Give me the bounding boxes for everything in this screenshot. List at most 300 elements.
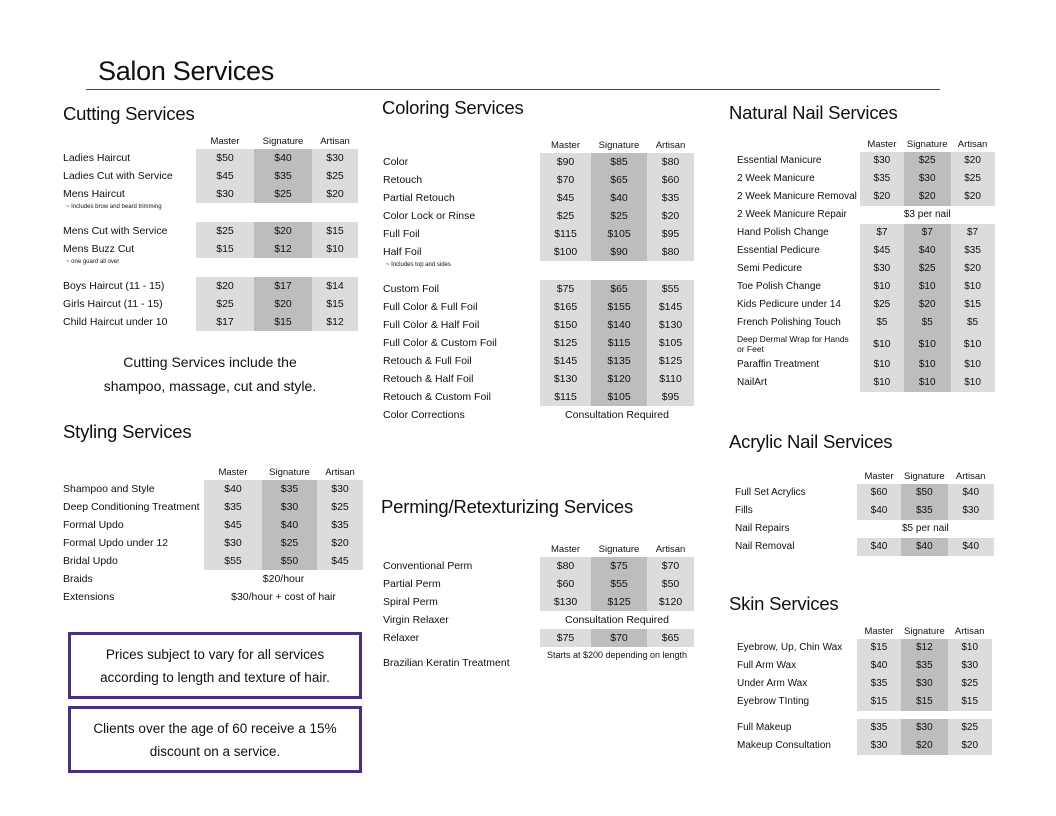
price-signature: $55 xyxy=(591,575,647,593)
service-name: Ladies Haircut xyxy=(63,152,131,164)
price-artisan: $25 xyxy=(948,719,992,737)
price-variance-line-2: according to length and texture of hair. xyxy=(100,670,330,685)
price-master: $125 xyxy=(540,334,591,352)
cutting-column-headers xyxy=(60,135,358,149)
price-signature: $115 xyxy=(591,334,647,352)
row-spacer xyxy=(734,711,992,719)
service-row xyxy=(734,152,995,170)
service-row xyxy=(732,520,994,538)
service-row xyxy=(732,484,994,502)
service-row xyxy=(380,298,694,316)
price-master: $10 xyxy=(860,278,904,296)
price-master: $30 xyxy=(860,152,904,170)
service-row xyxy=(734,170,995,188)
service-name: Deep Conditioning Treatment xyxy=(63,501,200,513)
price-master: $20 xyxy=(196,277,254,295)
service-row xyxy=(734,188,995,206)
service-row xyxy=(60,295,358,313)
price-signature: $10 xyxy=(904,332,951,356)
service-row xyxy=(60,277,358,295)
price-artisan: $20 xyxy=(312,185,358,203)
price-signature: $40 xyxy=(904,242,951,260)
service-name: Retouch & Full Foil xyxy=(383,355,472,367)
column-header-signature: Signature xyxy=(598,544,640,555)
column-header-signature: Signature xyxy=(904,471,945,482)
column-header-signature: Signature xyxy=(904,626,945,637)
service-row xyxy=(734,314,995,332)
price-artisan: $35 xyxy=(647,189,694,207)
service-name: Fills xyxy=(735,505,753,516)
senior-discount-notice xyxy=(68,706,362,773)
price-master: $45 xyxy=(860,242,904,260)
price-signature: $40 xyxy=(901,538,948,556)
service-name: Full Arm Wax xyxy=(737,660,797,671)
service-row xyxy=(380,280,694,298)
price-master: $45 xyxy=(196,167,254,185)
price-artisan: $70 xyxy=(647,557,694,575)
price-signature: $20 xyxy=(254,295,312,313)
service-row xyxy=(380,557,694,575)
price-master: $165 xyxy=(540,298,591,316)
service-name: Virgin Relaxer xyxy=(383,614,449,626)
column-header-signature: Signature xyxy=(269,467,310,478)
price-master: $45 xyxy=(204,516,262,534)
price-signature: $30 xyxy=(901,719,948,737)
service-row xyxy=(380,647,694,679)
price-note: $3 per nail xyxy=(903,209,951,220)
cutting-services-table xyxy=(60,135,358,331)
service-row xyxy=(380,334,694,352)
price-note: Consultation Required xyxy=(565,614,669,626)
acrylic-column-headers xyxy=(732,470,994,484)
price-artisan: $20 xyxy=(951,188,995,206)
price-artisan: $12 xyxy=(312,313,358,331)
price-master: $35 xyxy=(860,170,904,188)
service-row xyxy=(380,406,694,424)
service-name: Makeup Consultation xyxy=(737,740,831,751)
price-signature: $25 xyxy=(591,207,647,225)
skin-services-table xyxy=(734,625,992,755)
price-master: $25 xyxy=(860,296,904,314)
price-master: $35 xyxy=(204,498,262,516)
price-master: $60 xyxy=(857,484,901,502)
service-name: Color xyxy=(383,156,409,168)
service-name: Under Arm Wax xyxy=(737,678,808,689)
senior-discount-line-1: Clients over the age of 60 receive a 15% xyxy=(93,721,337,736)
price-master: $17 xyxy=(196,313,254,331)
price-master: $20 xyxy=(860,188,904,206)
service-row xyxy=(734,693,992,711)
price-artisan: $20 xyxy=(951,260,995,278)
skin-column-headers xyxy=(734,625,992,639)
price-artisan: $15 xyxy=(951,296,995,314)
price-artisan: $25 xyxy=(948,675,992,693)
price-artisan: $10 xyxy=(951,278,995,296)
spacer-cell xyxy=(60,214,358,222)
price-artisan: $25 xyxy=(317,498,363,516)
service-name: Retouch xyxy=(383,174,423,186)
service-name: Full Makeup xyxy=(737,722,792,733)
column-header-artisan: Artisan xyxy=(325,467,355,478)
price-master: $25 xyxy=(196,222,254,240)
price-master: $60 xyxy=(540,575,591,593)
service-row xyxy=(60,222,358,240)
service-row xyxy=(734,278,995,296)
service-name: Extensions xyxy=(63,591,115,603)
price-signature: $35 xyxy=(254,167,312,185)
column-header-artisan: Artisan xyxy=(954,626,985,637)
price-note: Starts at $200 depending on length xyxy=(546,650,688,660)
price-signature: $105 xyxy=(591,388,647,406)
service-name: French Polishing Touch xyxy=(737,317,841,328)
cutting-note-line-2: shampoo, massage, cut and style. xyxy=(103,378,317,394)
price-signature: $40 xyxy=(262,516,317,534)
service-row xyxy=(380,575,694,593)
perming-services-table xyxy=(380,543,694,679)
service-name: Color Lock or Rinse xyxy=(383,210,476,222)
column-header-master: Master xyxy=(210,136,240,147)
perming-services-title: Perming/Retexturizing Services xyxy=(381,496,634,517)
styling-services-title: Styling Services xyxy=(63,421,192,442)
price-master: $10 xyxy=(860,356,904,374)
price-artisan: $10 xyxy=(948,639,992,657)
column-header-signature: Signature xyxy=(906,139,948,150)
service-name: Formal Updo xyxy=(63,519,124,531)
price-master: $115 xyxy=(540,225,591,243)
price-signature: $30 xyxy=(262,498,317,516)
price-artisan: $5 xyxy=(951,314,995,332)
service-row xyxy=(380,153,694,171)
service-name: Eyebrow, Up, Chin Wax xyxy=(737,642,843,653)
column-header-artisan: Artisan xyxy=(955,471,986,482)
price-master: $40 xyxy=(857,538,901,556)
price-master: $150 xyxy=(540,316,591,334)
acrylic-nail-services-title: Acrylic Nail Services xyxy=(729,431,893,452)
service-row xyxy=(60,516,363,534)
column-header-master: Master xyxy=(867,139,897,150)
service-name: 2 Week Manicure xyxy=(737,173,815,184)
price-artisan: $25 xyxy=(951,170,995,188)
service-footnote xyxy=(380,261,694,272)
service-row xyxy=(734,639,992,657)
service-row xyxy=(380,207,694,225)
price-signature: $40 xyxy=(591,189,647,207)
price-master: $45 xyxy=(540,189,591,207)
price-master: $30 xyxy=(860,260,904,278)
price-signature: $65 xyxy=(591,171,647,189)
service-row xyxy=(60,588,363,606)
service-name: Color Corrections xyxy=(383,409,465,421)
service-row xyxy=(380,243,694,261)
price-signature: $12 xyxy=(254,240,312,258)
service-name: Mens Haircut xyxy=(63,188,125,200)
cutting-services-title: Cutting Services xyxy=(63,103,195,124)
service-name: Deep Dermal Wrap for Hands or Feet xyxy=(737,334,849,354)
price-master: $75 xyxy=(540,629,591,647)
service-row xyxy=(734,332,995,356)
price-signature: $50 xyxy=(262,552,317,570)
price-artisan: $45 xyxy=(317,552,363,570)
service-row xyxy=(734,242,995,260)
price-master: $25 xyxy=(540,207,591,225)
service-name: Bridal Updo xyxy=(63,555,118,567)
price-signature: $25 xyxy=(262,534,317,552)
column-header-artisan: Artisan xyxy=(655,140,686,151)
natural-nail-column-headers xyxy=(734,138,995,152)
price-signature: $135 xyxy=(591,352,647,370)
header-spacer xyxy=(60,466,204,480)
header-spacer xyxy=(380,139,540,153)
service-row xyxy=(732,538,994,556)
service-row xyxy=(734,296,995,314)
service-name: Partial Perm xyxy=(383,578,441,590)
price-master: $7 xyxy=(860,224,904,242)
service-row xyxy=(734,719,992,737)
service-row xyxy=(380,593,694,611)
price-signature: $20 xyxy=(904,188,951,206)
price-artisan: $35 xyxy=(317,516,363,534)
price-master: $15 xyxy=(857,639,901,657)
price-signature: $70 xyxy=(591,629,647,647)
price-signature: $40 xyxy=(254,149,312,167)
coloring-column-headers xyxy=(380,139,694,153)
title-divider xyxy=(86,89,940,90)
page-title: Salon Services xyxy=(98,56,274,86)
price-master: $25 xyxy=(196,295,254,313)
service-name: Child Haircut under 10 xyxy=(63,316,168,328)
service-row xyxy=(60,185,358,203)
service-name: Hand Polish Change xyxy=(737,227,829,238)
price-signature: $20 xyxy=(901,737,948,755)
price-variance-line-1: Prices subject to vary for all services xyxy=(105,647,325,662)
natural-nail-services-table xyxy=(734,138,995,392)
price-artisan: $40 xyxy=(948,538,994,556)
price-artisan: $145 xyxy=(647,298,694,316)
service-name: Nail Repairs xyxy=(735,523,790,534)
price-signature: $20 xyxy=(254,222,312,240)
service-row xyxy=(734,657,992,675)
price-signature: $35 xyxy=(262,480,317,498)
price-master: $15 xyxy=(196,240,254,258)
service-name: Ladies Cut with Service xyxy=(63,170,173,182)
service-name: NailArt xyxy=(737,377,768,388)
service-row xyxy=(60,498,363,516)
price-artisan: $80 xyxy=(647,243,694,261)
price-master: $80 xyxy=(540,557,591,575)
service-name: Mens Cut with Service xyxy=(63,225,168,237)
service-row xyxy=(60,552,363,570)
price-master: $40 xyxy=(857,502,901,520)
column-header-artisan: Artisan xyxy=(320,136,350,147)
column-header-master: Master xyxy=(550,544,581,555)
price-artisan: $60 xyxy=(647,171,694,189)
price-artisan: $95 xyxy=(647,225,694,243)
service-row xyxy=(732,502,994,520)
column-header-artisan: Artisan xyxy=(655,544,686,555)
price-artisan: $20 xyxy=(317,534,363,552)
price-signature: $25 xyxy=(904,260,951,278)
price-artisan: $30 xyxy=(312,149,358,167)
price-signature: $25 xyxy=(904,152,951,170)
service-name: Spiral Perm xyxy=(383,596,438,608)
price-master: $35 xyxy=(857,675,901,693)
service-row xyxy=(380,316,694,334)
price-note: Consultation Required xyxy=(565,409,669,421)
column-header-signature: Signature xyxy=(598,140,640,151)
service-name: Girls Haircut (11 - 15) xyxy=(63,298,163,310)
price-master: $55 xyxy=(204,552,262,570)
service-row xyxy=(734,224,995,242)
service-name: Shampoo and Style xyxy=(63,483,155,495)
price-signature: $125 xyxy=(591,593,647,611)
price-artisan: $20 xyxy=(948,737,992,755)
price-artisan: $10 xyxy=(951,374,995,392)
service-name: Full Color & Full Foil xyxy=(383,301,478,313)
service-name: Essential Manicure xyxy=(737,155,822,166)
price-artisan: $15 xyxy=(948,693,992,711)
service-name: Partial Retouch xyxy=(383,192,455,204)
service-name: Retouch & Half Foil xyxy=(383,373,474,385)
price-artisan: $25 xyxy=(312,167,358,185)
service-name: Formal Updo under 12 xyxy=(63,537,169,549)
acrylic-nail-services-table xyxy=(732,470,994,556)
styling-services-table xyxy=(60,466,363,606)
price-artisan: $110 xyxy=(647,370,694,388)
column-header-signature: Signature xyxy=(262,136,304,147)
price-master: $75 xyxy=(540,280,591,298)
header-spacer xyxy=(734,625,857,639)
price-master: $130 xyxy=(540,370,591,388)
service-name: Conventional Perm xyxy=(383,560,473,572)
service-name: Full Set Acrylics xyxy=(735,487,806,498)
service-row xyxy=(380,370,694,388)
service-name: Full Color & Half Foil xyxy=(383,319,480,331)
service-name: Relaxer xyxy=(383,632,420,644)
service-name: Eyebrow TInting xyxy=(737,696,810,707)
price-note: $30/hour + cost of hair xyxy=(231,591,336,603)
header-spacer xyxy=(380,543,540,557)
price-master: $30 xyxy=(204,534,262,552)
perming-column-headers xyxy=(380,543,694,557)
service-row xyxy=(734,356,995,374)
price-artisan: $10 xyxy=(951,356,995,374)
service-footnote xyxy=(60,203,358,214)
price-master: $50 xyxy=(196,149,254,167)
price-artisan: $30 xyxy=(317,480,363,498)
service-name: Retouch & Custom Foil xyxy=(383,391,491,403)
price-artisan: $40 xyxy=(948,484,994,502)
price-master: $35 xyxy=(857,719,901,737)
price-artisan: $30 xyxy=(948,502,994,520)
skin-services-title: Skin Services xyxy=(729,593,839,614)
price-artisan: $15 xyxy=(312,295,358,313)
service-name: Mens Buzz Cut xyxy=(63,243,135,255)
service-name: Essential Pedicure xyxy=(737,245,820,256)
footnote-text: ~ one guard all over xyxy=(66,259,120,265)
spacer-cell xyxy=(734,711,992,719)
price-signature: $85 xyxy=(591,153,647,171)
service-name: Brazilian Keratin Treatment xyxy=(383,657,510,669)
service-row xyxy=(60,480,363,498)
price-artisan: $10 xyxy=(312,240,358,258)
coloring-services-title: Coloring Services xyxy=(382,97,524,118)
service-footnote xyxy=(60,258,358,269)
price-signature: $50 xyxy=(901,484,948,502)
column-header-artisan: Artisan xyxy=(957,139,988,150)
price-artisan: $20 xyxy=(647,207,694,225)
service-name: Half Foil xyxy=(383,246,422,258)
column-header-master: Master xyxy=(864,471,894,482)
service-row xyxy=(380,225,694,243)
price-signature: $30 xyxy=(901,675,948,693)
price-artisan: $14 xyxy=(312,277,358,295)
price-artisan: $30 xyxy=(948,657,992,675)
service-name: Full Color & Custom Foil xyxy=(383,337,497,349)
price-artisan: $15 xyxy=(312,222,358,240)
price-artisan: $125 xyxy=(647,352,694,370)
service-row xyxy=(380,171,694,189)
cutting-note-line-1: Cutting Services include the xyxy=(123,354,297,370)
price-master: $10 xyxy=(860,332,904,356)
natural-nail-services-title: Natural Nail Services xyxy=(729,102,898,123)
service-name: Semi Pedicure xyxy=(737,263,803,274)
service-name: 2 Week Manicure Repair xyxy=(737,209,847,220)
price-signature: $17 xyxy=(254,277,312,295)
price-signature: $7 xyxy=(904,224,951,242)
service-row xyxy=(380,388,694,406)
price-signature: $10 xyxy=(904,356,951,374)
price-artisan: $95 xyxy=(647,388,694,406)
price-signature: $65 xyxy=(591,280,647,298)
price-signature: $10 xyxy=(904,374,951,392)
service-row xyxy=(734,374,995,392)
price-signature: $35 xyxy=(901,502,948,520)
price-artisan: $50 xyxy=(647,575,694,593)
price-artisan: $35 xyxy=(951,242,995,260)
price-artisan: $105 xyxy=(647,334,694,352)
senior-discount-line-2: discount on a service. xyxy=(149,744,281,759)
price-signature: $155 xyxy=(591,298,647,316)
price-master: $130 xyxy=(540,593,591,611)
column-header-master: Master xyxy=(218,467,248,478)
coloring-services-table xyxy=(380,139,694,424)
service-name: Paraffin Treatment xyxy=(737,359,820,370)
footnote-text: ~ Includes brow and beard trimming xyxy=(66,204,162,210)
price-signature: $30 xyxy=(904,170,951,188)
service-row xyxy=(60,313,358,331)
service-row xyxy=(380,611,694,629)
cutting-services-note xyxy=(60,350,360,398)
price-signature: $10 xyxy=(904,278,951,296)
price-note: $20/hour xyxy=(262,573,305,585)
price-master: $70 xyxy=(540,171,591,189)
price-signature: $120 xyxy=(591,370,647,388)
price-master: $40 xyxy=(204,480,262,498)
price-artisan: $120 xyxy=(647,593,694,611)
price-signature: $105 xyxy=(591,225,647,243)
price-master: $30 xyxy=(196,185,254,203)
price-master: $115 xyxy=(540,388,591,406)
service-name: Kids Pedicure under 14 xyxy=(737,299,841,310)
price-variance-notice xyxy=(68,632,362,699)
column-header-master: Master xyxy=(864,626,894,637)
price-artisan: $65 xyxy=(647,629,694,647)
price-signature: $5 xyxy=(904,314,951,332)
price-artisan: $80 xyxy=(647,153,694,171)
price-master: $15 xyxy=(857,693,901,711)
price-master: $30 xyxy=(857,737,901,755)
price-artisan: $55 xyxy=(647,280,694,298)
